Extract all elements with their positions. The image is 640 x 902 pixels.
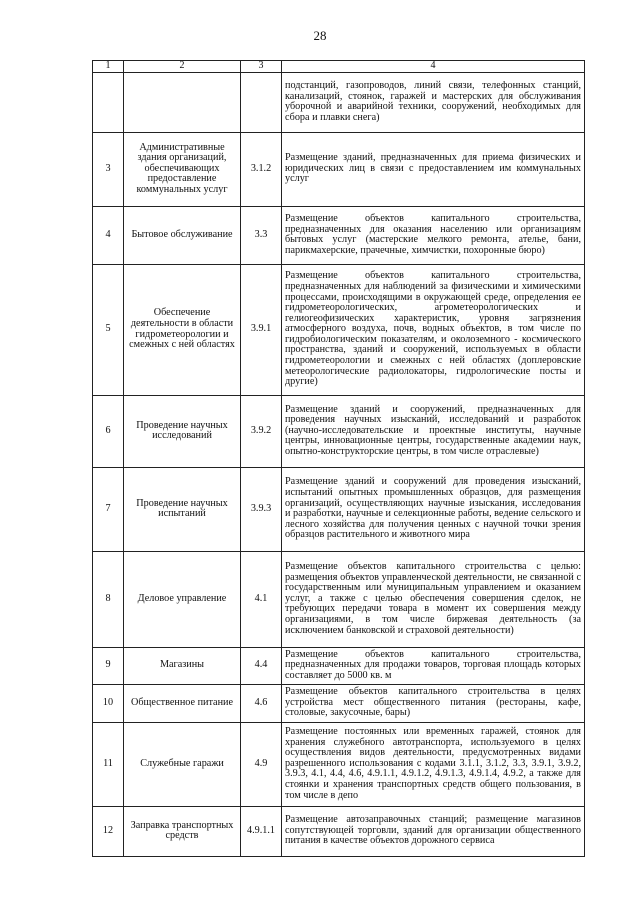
row-description: Размещение объектов капитального строительства, предназначенных для оказания населению или организациям бытовых услуг (мастерские мелкого ремонта, ателье, бани, парикмахерские, прачечные, химчистки, похоронные бюро) [282, 206, 585, 264]
row-description: Размещение зданий, предназначенных для приема физических и юридических лиц в связи с предоставлением им коммунальных услуг [282, 132, 585, 206]
row-description: Размещение зданий и сооружений, предназначенных для проведения научных изысканий, исследований и разработок (научно-исследовательские и проектные институты, научные центры, инновационные центры, государственные академии наук, опытно-конструкторские центры, в том числе отраслевые) [282, 395, 585, 467]
table-row [93, 806, 585, 856]
row-number: 11 [93, 722, 124, 806]
row-name: Деловое управление [124, 551, 241, 647]
row-number [93, 72, 124, 132]
table-header-row [93, 61, 585, 73]
row-code [241, 72, 282, 132]
table-row [93, 395, 585, 467]
land-use-table [92, 60, 585, 857]
table-row [93, 264, 585, 395]
table-row [93, 684, 585, 722]
row-number: 6 [93, 395, 124, 467]
row-name: Заправка транспортных средств [124, 806, 241, 856]
page-number: 28 [313, 28, 327, 43]
row-description: Размещение зданий и сооружений для проведения изысканий, испытаний опытных промышленных образцов, для размещения организаций, осуществляющих научные изыскания, исследования и разработки, научные и селекционные работы, ведение сельского и лесного хозяйства для получения ценных с научной точки зрения образцов растительного и животного мира [282, 467, 585, 551]
row-code: 4.1 [241, 551, 282, 647]
row-description: Размещение постоянных или временных гаражей, стоянок для хранения служебного автотранспорта, используемого в целях осуществления видов деятельности, предусмотренных видами разрешенного использования с кодами 3.1.1, 3.1.2, 3.3, 3.9.1, 3.9.2, 3.9.3, 4.1, 4.4, 4.6, 4.9.1.1, 4.9.1.2, 4.9.1.3, 4.9.1.4, 4.9.2, а также для стоянки и хранения транспортных средств общего пользования, в том числе в депо [282, 722, 585, 806]
row-name [124, 72, 241, 132]
row-code: 4.6 [241, 684, 282, 722]
row-description: Размещение объектов капитального строительства с целью: размещения объектов управленческой деятельности, не связанной с государственным или муниципальным управлением и оказанием услуг, а также с целью обеспечения совершения сделок, не требующих передачи товара в момент их совершения между организациями, в том числе биржевая деятельность (за исключением банковской и страховой деятельности) [282, 551, 585, 647]
table-row [93, 467, 585, 551]
row-name: Проведение научных испытаний [124, 467, 241, 551]
row-name: Административные здания организаций, обеспечивающих предоставление коммунальных услуг [124, 132, 241, 206]
row-code: 4.9 [241, 722, 282, 806]
row-code: 4.4 [241, 647, 282, 684]
table-row [93, 72, 585, 132]
row-name: Служебные гаражи [124, 722, 241, 806]
row-name: Бытовое обслуживание [124, 206, 241, 264]
table-row [93, 206, 585, 264]
row-name: Обеспечение деятельности в области гидрометеорологии и смежных с ней областях [124, 264, 241, 395]
row-name: Проведение научных исследований [124, 395, 241, 467]
row-code: 3.9.1 [241, 264, 282, 395]
row-number: 9 [93, 647, 124, 684]
row-description: подстанций, газопроводов, линий связи, телефонных станций, канализаций, стоянок, гаражей и мастерских для обслуживания уборочной и аварийной техники, сооружений, необходимых для сбора и плавки снега) [282, 72, 585, 132]
table-row [93, 647, 585, 684]
row-number: 8 [93, 551, 124, 647]
table-row [93, 551, 585, 647]
header-cell: 1 [93, 61, 124, 73]
row-code: 3.9.3 [241, 467, 282, 551]
row-description: Размещение объектов капитального строительства, предназначенных для продажи товаров, торговая площадь которых составляет до 5000 кв. м [282, 647, 585, 684]
row-code: 4.9.1.1 [241, 806, 282, 856]
header-cell: 4 [282, 61, 585, 73]
row-number: 7 [93, 467, 124, 551]
row-description: Размещение объектов капитального строительства в целях устройства мест общественного питания (рестораны, кафе, столовые, закусочные, бары) [282, 684, 585, 722]
row-description: Размещение автозаправочных станций; размещение магазинов сопутствующей торговли, зданий для организации общественного питания в качестве объектов дорожного сервиса [282, 806, 585, 856]
header-cell: 3 [241, 61, 282, 73]
row-code: 3.1.2 [241, 132, 282, 206]
row-number: 10 [93, 684, 124, 722]
row-code: 3.9.2 [241, 395, 282, 467]
table-row [93, 132, 585, 206]
row-number: 4 [93, 206, 124, 264]
header-cell: 2 [124, 61, 241, 73]
row-number: 12 [93, 806, 124, 856]
row-number: 5 [93, 264, 124, 395]
row-code: 3.3 [241, 206, 282, 264]
row-number: 3 [93, 132, 124, 206]
row-description: Размещение объектов капитального строительства, предназначенных для наблюдений за физическими и химическими процессами, происходящими в окружающей среде, определения ее гидрометеорологических, агрометеорологических и гелиогеофизических характеристик, уровня загрязнения атмосферного воздуха, почв, водных объектов, в том числе по гидробиологическим показателям, и околоземного - космического пространства, зданий и сооружений, используемых в области гидрометеорологии и смежных с ней областях (доплеровские метеорологические радиолокаторы, гидрологические посты и другие) [282, 264, 585, 395]
row-name: Общественное питание [124, 684, 241, 722]
row-name: Магазины [124, 647, 241, 684]
table-row [93, 722, 585, 806]
